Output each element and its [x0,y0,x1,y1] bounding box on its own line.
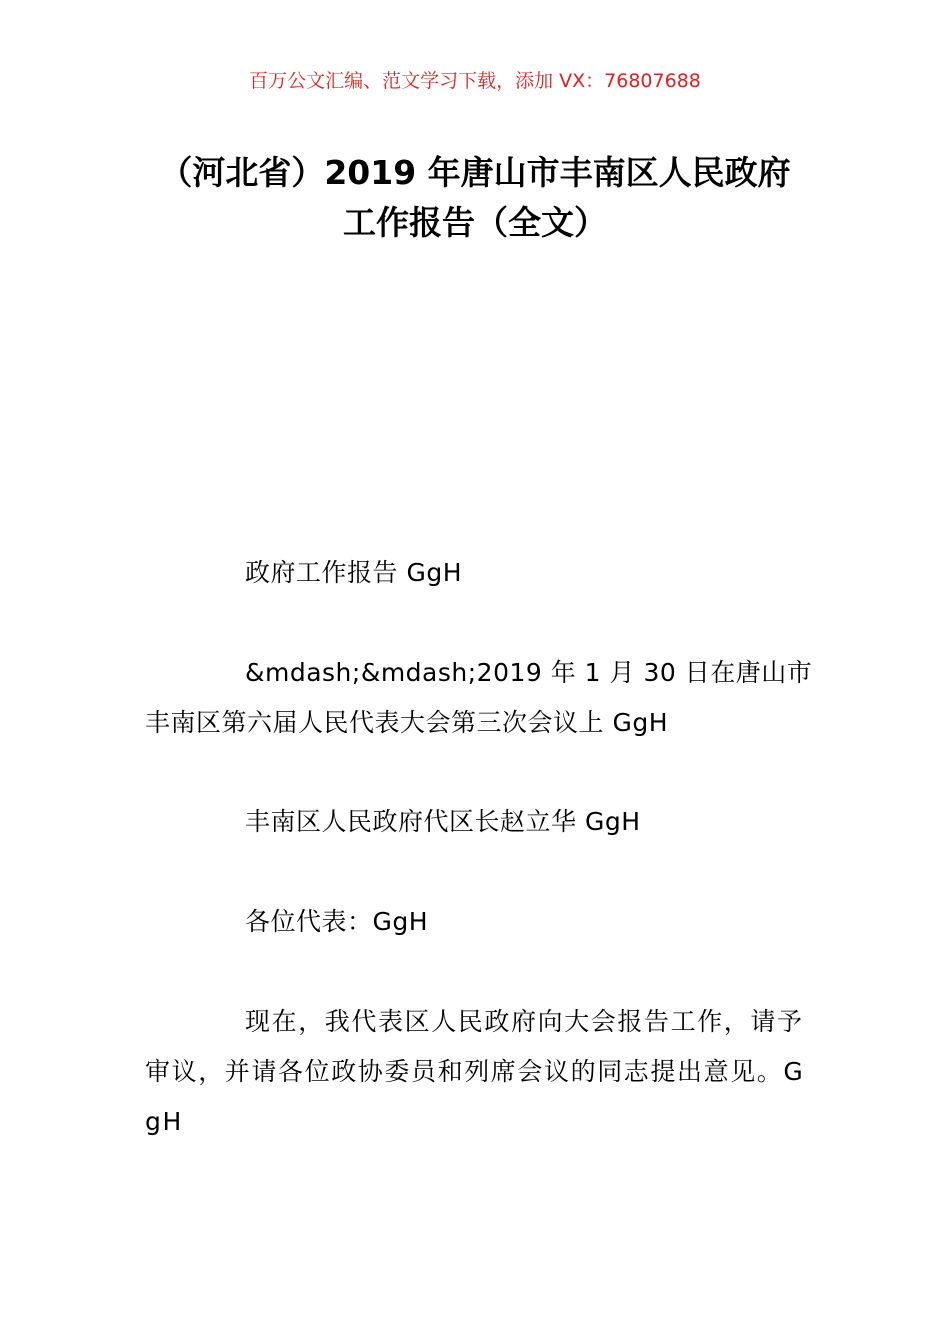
title-line-1: （河北省）2019 年唐山市丰南区人民政府 [159,153,791,192]
title-line-2: 工作报告（全文） [343,203,607,242]
promo-header: 百万公文汇编、范文学习下载，添加 VX：76807688 [249,70,701,92]
paragraph-meeting-info: &mdash;&mdash;2019 年 1 月 30 日在唐山市丰南区第六届人民代表大会第三次会议上 GgH [145,658,813,737]
paragraph-opening: 现在，我代表区人民政府向大会报告工作，请予审议，并请各位政协委员和列席会议的同志提出意见。GgH [145,1007,805,1136]
paragraph-speaker: 丰南区人民政府代区长赵立华 GgH [245,807,641,836]
paragraph-report-heading: 政府工作报告 GgH [245,558,462,587]
paragraph-salutation: 各位代表：GgH [245,907,429,936]
document-title [95,148,855,248]
